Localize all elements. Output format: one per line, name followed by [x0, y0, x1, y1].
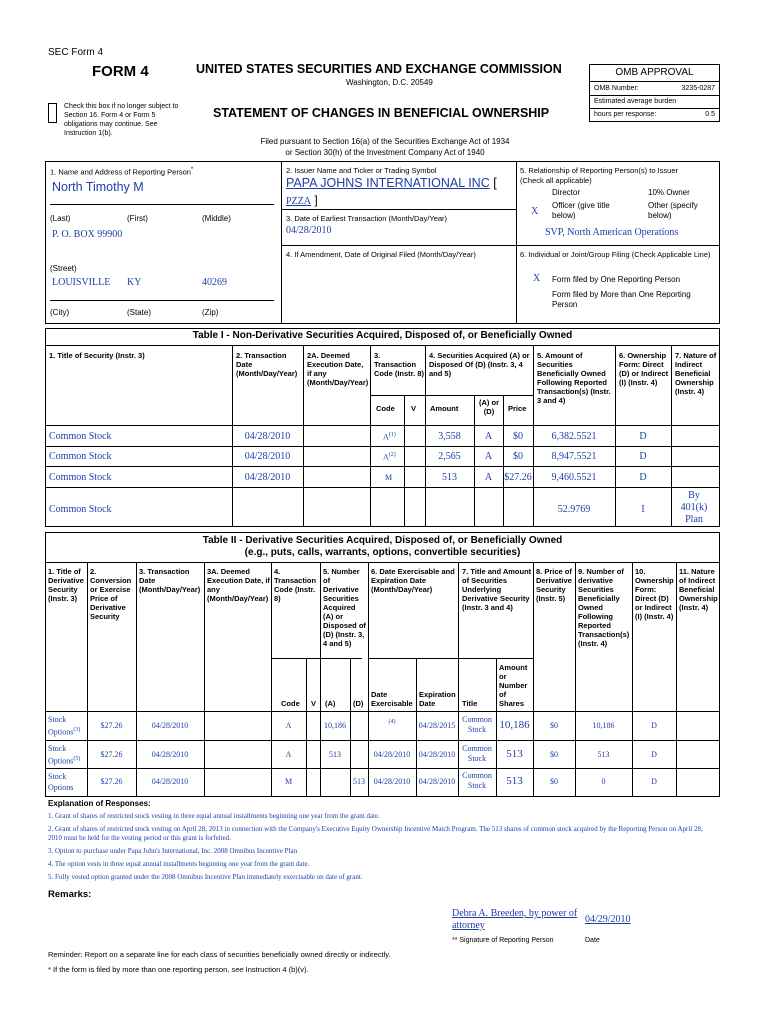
t2-r1-exercisable: (4)	[388, 719, 396, 725]
omb-title: OMB APPROVAL	[590, 65, 719, 82]
t2-r3-exercisable: 04/28/2010	[373, 777, 411, 786]
t2-h-a: (A)	[325, 699, 336, 708]
t2-r3-form: D	[651, 777, 657, 786]
t2-h-nature: 11. Nature of Indirect Beneficial Ownership (Instr. 4)	[679, 567, 718, 612]
t1-r2-form: D	[639, 451, 647, 462]
earliest-transaction-label: 3. Date of Earliest Transaction (Month/Day/Year)	[286, 214, 448, 223]
t2-r1-utitle: Common Stock	[462, 715, 492, 734]
t1-r2-price: $0	[513, 451, 523, 462]
t2-h-price: 8. Price of Derivative Security (Instr. 5)	[536, 567, 572, 603]
t2-h-code-sub: Code	[281, 699, 300, 708]
t1-r4-nature: By 401(k) Plan	[680, 490, 708, 525]
t2-r2-exercisable: 04/28/2010	[373, 750, 411, 759]
t1-r1-date: 04/28/2010	[244, 431, 291, 442]
t2-h-date: 3. Transaction Date (Month/Day/Year)	[139, 567, 201, 594]
t2-h-d: (D)	[353, 699, 364, 708]
zip-label: (Zip)	[202, 308, 219, 317]
t1-h-amount: Amount	[430, 404, 459, 413]
city-label: (City)	[50, 308, 70, 317]
t2-r3-price: $27.26	[100, 777, 123, 786]
state-value: KY	[127, 277, 142, 288]
t1-h-deemed: 2A. Deemed Execution Date, if any (Month/Day/Year)	[307, 351, 369, 387]
t2-r1-price: $27.26	[100, 721, 123, 730]
commission-title: UNITED STATES SECURITIES AND EXCHANGE COMMISSION	[196, 62, 562, 76]
zip-value: 40269	[202, 277, 227, 288]
t1-r1-price: $0	[513, 431, 523, 442]
t2-h-title-sub: Title	[462, 699, 478, 708]
checkbox-text: Check this box if no longer subject to Section 16. Form 4 or Form 5 obligations may continue. See Instruction 1(b).	[64, 103, 179, 137]
t2-h-number: 5. Number of Derivative Securities Acquired (A) or Disposed of (D) (Instr. 3, 4 and 5)	[323, 567, 366, 648]
issuer-name: PAPA JOHNS INTERNATIONAL INC [	[286, 176, 497, 190]
filing-more: Form filed by More than One Reporting Person	[552, 290, 691, 309]
last-label: (Last)	[50, 214, 71, 223]
t2-r1-dprice: $0	[550, 721, 558, 730]
t2-r1-owned: 10,186	[592, 721, 615, 730]
t2-r2-date: 04/28/2010	[151, 750, 189, 759]
t2-h-code: 4. Transaction Code (Instr. 8)	[274, 567, 317, 603]
officer-title: SVP, North American Operations	[545, 227, 679, 238]
t2-r1-date: 04/28/2010	[151, 721, 189, 730]
t1-r3-owned: 9,460.5521	[551, 472, 597, 483]
t2-h-form: 10. Ownership Form: Direct (D) or Indirect (I) (Instr. 4)	[635, 567, 674, 621]
no-longer-subject-checkbox[interactable]	[48, 103, 57, 123]
t2-r2-utitle: Common Stock	[462, 744, 492, 763]
street-address: P. O. BOX 99900	[52, 229, 123, 240]
t2-r3-expiration: 04/28/2010	[418, 777, 456, 786]
explanation-title: Explanation of Responses:	[48, 799, 151, 808]
t2-r2-dprice: $0	[550, 750, 558, 759]
t2-h-exercisable-sub: Date Exercisable	[371, 690, 413, 708]
note-3: 3. Option to purchase under Papa John's International, Inc. 2008 Omnibus Incentive Plan	[48, 847, 298, 855]
t1-r1-amount: 3,558	[438, 431, 461, 442]
t2-r2-a: 513	[329, 750, 341, 759]
t1-r2-code: $A^{(2)}$	[383, 452, 396, 462]
t1-r2-owned: 8,947.5521	[551, 451, 597, 462]
t1-r2-ad: A	[484, 451, 493, 462]
t2-r2-price: $27.26	[100, 750, 123, 759]
filing-mark: X	[533, 273, 541, 284]
table-1-title: Table I - Non-Derivative Securities Acquired, Disposed of, or Beneficially Owned	[192, 330, 573, 341]
first-label: (First)	[127, 214, 148, 223]
other-label: Other (specify below)	[648, 201, 698, 220]
note-5: 5. Fully vested option granted under the 2008 Omnibus Incentive Plan immediately exercisable on date of grant.	[48, 873, 363, 881]
officer-mark: X	[531, 206, 539, 217]
t1-h-date: 2. Transaction Date (Month/Day/Year)	[236, 351, 298, 378]
t1-r1-owned: 6,382.5521	[551, 431, 597, 442]
t2-r3-d: 513	[353, 777, 365, 786]
t1-r1-code: $A^{(1)}$	[383, 432, 396, 442]
issuer-label: 2. Issuer Name and Ticker or Trading Symbol	[286, 166, 437, 175]
footer-note: * If the form is filed by more than one reporting person, see Instruction 4 (b)(v).	[48, 965, 309, 974]
signature-name: Debra A. Breeden, by power of attorney	[452, 908, 578, 931]
officer-label: Officer (give title below)	[552, 201, 610, 220]
t2-r1-uamount: 10,186	[499, 719, 530, 731]
t2-r2-code: A	[285, 750, 292, 759]
t2-h-amount: Amount or Number of Shares	[499, 663, 528, 708]
t1-h-securities: 4. Securities Acquired (A) or Disposed Of (D) (Instr. 3, 4 and 5)	[429, 351, 530, 378]
signature-date: 04/29/2010	[585, 914, 631, 925]
street-label: (Street)	[50, 264, 77, 273]
explanation-notes	[48, 812, 718, 882]
t1-r3-ad: A	[484, 472, 493, 483]
t2-h-owned: 9. Number of derivative Securities Beneficially Owned Following Reported Transaction(s) (Instr. 4)	[578, 567, 630, 648]
issuer-ticker: PZZA ]	[286, 193, 318, 207]
t1-h-price: Price	[508, 404, 527, 413]
t2-h-v: V	[311, 699, 317, 708]
omb-number-label: OMB Number:	[594, 85, 639, 92]
t2-r3-utitle: Common Stock	[462, 771, 492, 790]
omb-hours-label: hours per response:	[594, 111, 657, 118]
omb-burden-label: Estimated average burden	[594, 98, 677, 105]
statement-title: STATEMENT OF CHANGES IN BENEFICIAL OWNERSHIP	[213, 106, 550, 120]
t2-r1-form: D	[651, 721, 657, 730]
t2-h-deemed: 3A. Deemed Execution Date, if any (Month/Day/Year)	[207, 567, 270, 603]
note-1: 1. Grant of shares of restricted stock vesting in three equal annual installments beginning one year from the grant date.	[48, 812, 380, 820]
t2-r2-owned: 513	[597, 750, 610, 759]
ten-pct-owner-label: 10% Owner	[648, 188, 690, 197]
t1-r2-amount: 2,565	[438, 451, 461, 462]
t1-r3-price: $27.26	[504, 472, 532, 483]
table-2-title: Table II - Derivative Securities Acquired, Disposed of, or Beneficially Owned (e.g., puts, calls, warrants, options, convertible securities)	[202, 535, 563, 558]
t1-h-form: 6. Ownership Form: Direct (D) or Indirect (I) (Instr. 4)	[619, 351, 669, 387]
t2-r2-uamount: 513	[506, 748, 523, 760]
state-label: (State)	[127, 308, 152, 317]
t2-h-exercisable: 6. Date Exercisable and Expiration Date (Month/Day/Year)	[371, 567, 455, 594]
t2-r1-expiration: 04/28/2015	[418, 721, 456, 730]
t2-r1-title: Stock Options$^{(3)}$	[48, 715, 81, 737]
city-value: LOUISVILLE	[52, 277, 111, 288]
t1-r4-owned: 52.9769	[557, 504, 591, 515]
t1-h-ad: (A) or (D)	[479, 398, 499, 416]
t1-r2-date: 04/28/2010	[244, 451, 291, 462]
t2-h-underlying: 7. Title and Amount of Securities Underlying Derivative Security (Instr. 3 and 4)	[462, 567, 532, 612]
t2-r3-dprice: $0	[550, 777, 558, 786]
amendment-label: 4. If Amendment, Date of Original Filed (Month/Day/Year)	[286, 250, 476, 259]
form-title: FORM 4	[92, 63, 149, 80]
omb-number-value: 3235-0287	[681, 85, 715, 92]
reporting-person-label: 1. Name and Address of Reporting Person*	[50, 167, 194, 177]
reporting-person-name: North Timothy M	[52, 180, 144, 194]
t2-r3-uamount: 513	[506, 775, 523, 787]
t1-r3-code: M	[385, 473, 393, 482]
t1-r1-ad: A	[484, 431, 493, 442]
t2-r2-expiration: 04/28/2010	[418, 750, 456, 759]
filed-pursuant: Filed pursuant to Section 16(a) of the Securities Exchange Act of 1934 or Section 30(h) of the Investment Company Act of 1940	[260, 137, 510, 157]
t2-r3-title: Stock Options	[48, 772, 74, 792]
t1-r2-title: Common Stock	[49, 451, 112, 462]
t2-h-expiration: Expiration Date	[419, 690, 456, 708]
t1-r1-title: Common Stock	[49, 431, 112, 442]
t1-r3-form: D	[639, 472, 647, 483]
t1-r1-form: D	[639, 431, 647, 442]
omb-approval-box	[589, 64, 720, 122]
t1-r4-title: Common Stock	[49, 504, 112, 515]
filing-label: 6. Individual or Joint/Group Filing (Check Applicable Line)	[520, 250, 711, 259]
t2-h-conversion: 2. Conversion or Exercise Price of Derivative Security	[90, 567, 132, 621]
t1-h-code-sub: Code	[376, 404, 395, 413]
date-label: Date	[585, 937, 600, 944]
filing-one: Form filed by One Reporting Person	[552, 275, 681, 284]
omb-hours-value: 0.5	[705, 111, 715, 118]
location: Washington, D.C. 20549	[346, 78, 433, 87]
sec-form-label: SEC Form 4	[48, 47, 104, 58]
t2-r3-date: 04/28/2010	[151, 777, 189, 786]
remarks-title: Remarks:	[48, 889, 92, 900]
middle-label: (Middle)	[202, 214, 231, 223]
t1-r3-amount: 513	[442, 472, 457, 483]
t2-h-title: 1. Title of Derivative Security (Instr. 3)	[48, 567, 84, 603]
note-4: 4. The option vests in three equal annual installments beginning one year from the grant date.	[48, 860, 310, 868]
note-2: 2. Grant of shares of restricted stock vesting on April 28, 2013 in connection with the Company's Executive Equity Ownership Incentive Match Program. The 513 shares of common stock acquired by the Reporting Person on April 28, 2010 must be held for the vesting period or this grant is forfeited.	[48, 825, 703, 842]
signature-label: ** Signature of Reporting Person	[452, 937, 554, 944]
t1-r4-form: I	[641, 504, 645, 515]
t2-r2-title: Stock Options$^{(5)}$	[48, 744, 81, 766]
t2-r1-code: A	[285, 721, 292, 730]
t1-h-nature: 7. Nature of Indirect Beneficial Ownership (Instr. 4)	[675, 351, 717, 396]
t2-r3-code: M	[284, 777, 293, 786]
t1-h-code: 3. Transaction Code (Instr. 8)	[374, 351, 425, 378]
director-label: Director	[552, 188, 581, 197]
t1-r3-date: 04/28/2010	[244, 472, 291, 483]
t1-h-title: 1. Title of Security (Instr. 3)	[49, 351, 145, 360]
earliest-transaction-date: 04/28/2010	[286, 225, 332, 236]
t1-r3-title: Common Stock	[49, 472, 112, 483]
t1-h-v: V	[411, 404, 417, 413]
footer-reminder: Reminder: Report on a separate line for each class of securities beneficially owned directly or indirectly.	[48, 950, 391, 959]
relationship-label: 5. Relationship of Reporting Person(s) to Issuer (Check all applicable)	[520, 166, 678, 185]
t2-r2-form: D	[651, 750, 657, 759]
t2-r3-owned: 0	[601, 777, 606, 786]
t2-r1-a: 10,186	[324, 721, 346, 730]
t1-h-owned: 5. Amount of Securities Beneficially Owned Following Reported Transaction(s) (Instr. 3 and 4)	[537, 351, 611, 405]
